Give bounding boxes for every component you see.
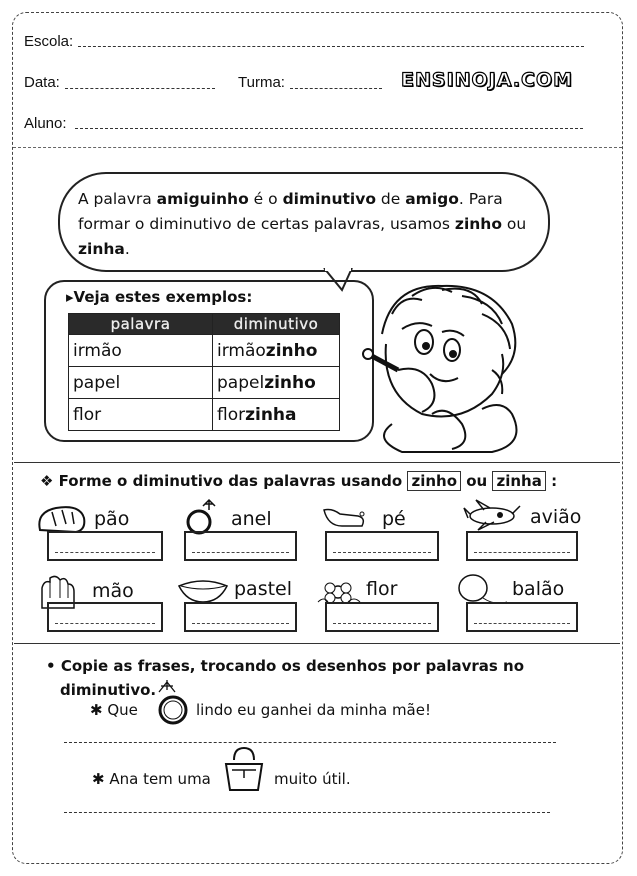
answer-box-aviao[interactable]: [466, 531, 578, 561]
data-label: Data:: [24, 74, 60, 91]
examples-title: ▸Veja estes exemplos:: [66, 288, 253, 306]
copy-line-2[interactable]: [64, 812, 550, 813]
sentence2-end: muito útil.: [274, 770, 351, 788]
answer-box-pastel[interactable]: [184, 602, 297, 632]
table-row: flor florzinha: [69, 399, 340, 431]
aluno-field[interactable]: [75, 128, 583, 129]
turma-label: Turma:: [238, 74, 285, 91]
table-row: papel papelzinho: [69, 367, 340, 399]
section-divider-1: [14, 462, 620, 463]
bubble-text: A palavra amiguinho é o diminutivo de amigo. Para formar o diminutivo de certas palavras, usamos zinho ou zinha.: [78, 190, 527, 258]
speech-bubble: [58, 172, 550, 272]
boy-thinking-illustration: [362, 274, 530, 458]
answer-box-flor[interactable]: [325, 602, 439, 632]
word-pastel: pastel: [234, 578, 293, 600]
aluno-label: Aluno:: [24, 115, 67, 132]
copy-line-1[interactable]: [64, 742, 556, 743]
bread-icon: [36, 502, 88, 534]
word-pao: pão: [94, 508, 130, 530]
sentence2-start: ✱ Ana tem uma: [92, 770, 211, 788]
purse-picture-icon: [222, 746, 266, 794]
sentence1-start: ✱ Que: [90, 701, 138, 719]
section-divider-2: [14, 643, 620, 644]
option-zinho: zinho: [407, 471, 461, 491]
escola-field[interactable]: [78, 46, 584, 47]
option-zinha: zinha: [492, 471, 545, 491]
ring-icon: [185, 496, 221, 536]
exercise1-instruction: ❖ Forme o diminutivo das palavras usando zinho ou zinha :: [40, 472, 558, 490]
examples-table: [68, 313, 340, 431]
word-anel: anel: [231, 508, 272, 530]
col-palavra: palavra: [69, 314, 213, 335]
table-row: irmão irmãozinho: [69, 335, 340, 367]
answer-box-anel[interactable]: [184, 531, 297, 561]
turma-field[interactable]: [290, 88, 382, 89]
header-separator: [13, 147, 622, 148]
word-flor: flor: [366, 578, 398, 600]
exercise2-instruction: • Copie as frases, trocando os desenhos por palavras no diminutivo.: [46, 657, 525, 699]
airplane-icon: [460, 498, 522, 532]
pastel-icon: [175, 578, 231, 604]
sentence1-end: lindo eu ganhei da minha mãe!: [196, 701, 431, 719]
word-balao: balão: [512, 578, 565, 600]
data-field[interactable]: [65, 88, 215, 89]
answer-box-pe[interactable]: [325, 531, 439, 561]
brand-logo: ENSINOJA.COM: [401, 69, 574, 91]
answer-box-pao[interactable]: [47, 531, 163, 561]
ring-picture-icon: [156, 692, 190, 726]
escola-label: Escola:: [24, 33, 74, 50]
bullet-icon: •: [46, 657, 56, 675]
foot-icon: [320, 504, 368, 530]
word-pe: pé: [382, 508, 406, 530]
word-aviao: avião: [530, 506, 582, 528]
word-mao: mão: [92, 580, 134, 602]
examples-box: [44, 280, 374, 442]
answer-box-mao[interactable]: [47, 602, 163, 632]
col-diminutivo: diminutivo: [213, 314, 340, 335]
answer-box-balao[interactable]: [466, 602, 578, 632]
